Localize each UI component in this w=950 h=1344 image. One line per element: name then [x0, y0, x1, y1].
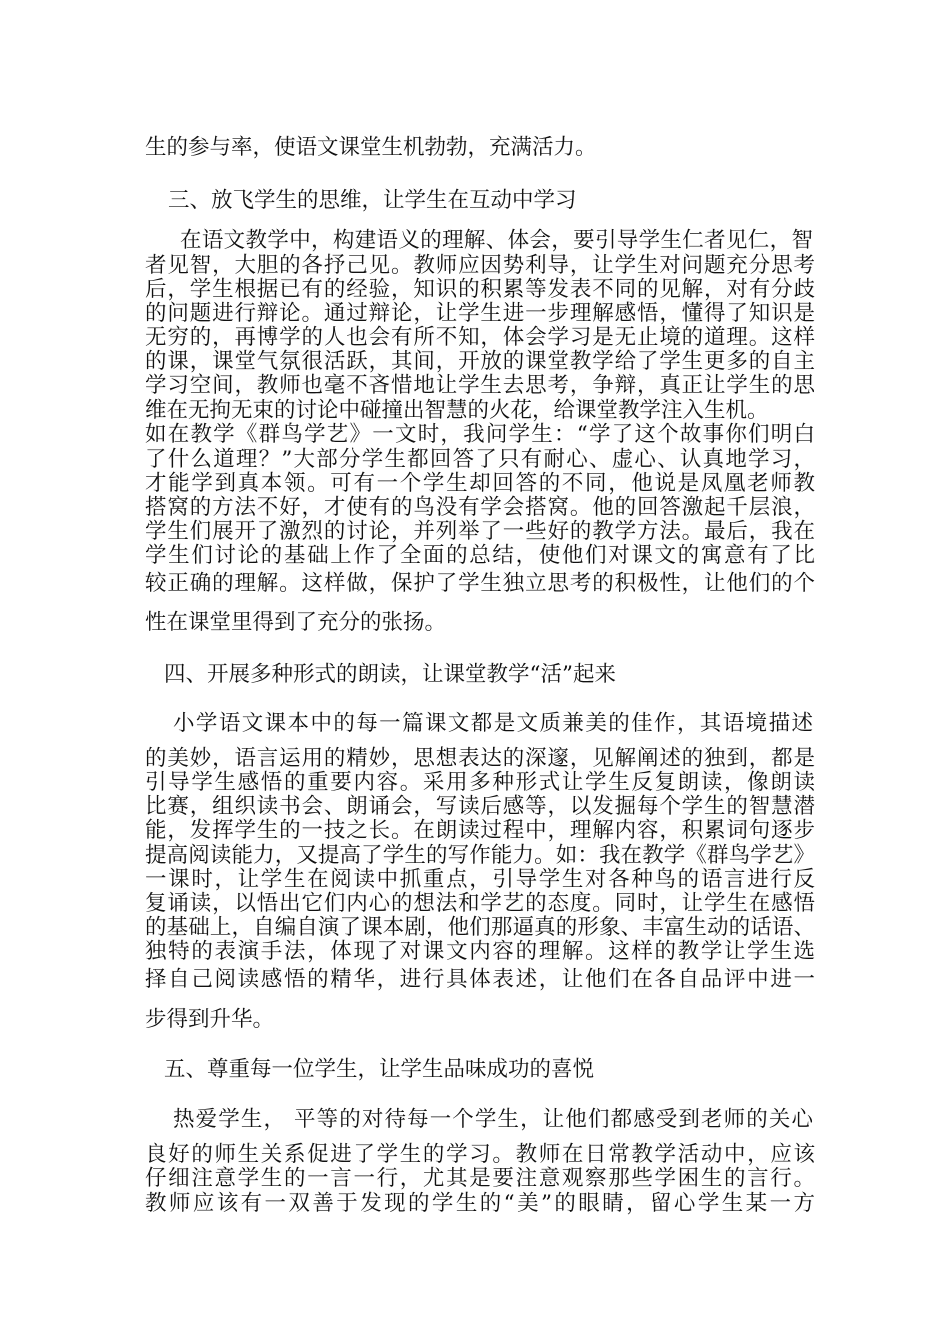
paragraph-line: 了什么道理？”大部分学生都回答了只有耐心、虚心、认真地学习，	[145, 447, 815, 472]
paragraph-line: 后，学生根据已有的经验，知识的积累等发表不同的见解，对有分歧	[145, 277, 815, 302]
paragraph-line: 一课时，让学生在阅读中抓重点，引导学生对各种鸟的语言进行反	[145, 867, 815, 892]
paragraph-line: 在语文教学中，构建语义的理解、体会，要引导学生仁者见仁，智	[180, 228, 813, 253]
paragraph-line: 复诵读，以悟出它们内心的想法和学艺的态度。同时，让学生在感悟	[145, 891, 815, 916]
paragraph-line: 热爱学生， 平等的对待每一个学生，让他们都感受到老师的关心	[173, 1107, 813, 1132]
section-heading: 四、开展多种形式的朗读，让课堂教学“活”起来	[164, 662, 616, 687]
paragraph-line: 仔细注意学生的一言一行，尤其是要注意观察那些学困生的言行。	[145, 1166, 815, 1191]
paragraph-line: 学习空间，教师也毫不吝惜地让学生去思考，争辩，真正让学生的思	[145, 373, 815, 398]
paragraph-line: 无穷的，再博学的人也会有所不知，体会学习是无止境的道理。这样	[145, 325, 815, 350]
paragraph-line: 能，发挥学生的一技之长。在朗读过程中，理解内容，积累词句逐步	[145, 818, 815, 843]
paragraph-line: 较正确的理解。这样做，保护了学生独立思考的积极性，让他们的个	[145, 571, 815, 596]
body-line: 生的参与率，使语文课堂生机勃勃，充满活力。	[145, 135, 597, 160]
section-heading: 三、放飞学生的思维，让学生在互动中学习	[168, 188, 577, 213]
paragraph-line: 小学语文课本中的每一篇课文都是文质兼美的佳作，其语境描述	[173, 711, 813, 736]
paragraph-line: 独特的表演手法，体现了对课文内容的理解。这样的教学让学生选	[145, 939, 815, 964]
paragraph-line: 搭窝的方法不好，才使有的鸟没有学会搭窝。他的回答激起千层浪，	[145, 495, 815, 520]
paragraph-line: 择自己阅读感悟的精华，进行具体表述，让他们在各自品评中进一	[145, 967, 815, 992]
paragraph-line: 引导学生感悟的重要内容。采用多种形式让学生反复朗读，像朗读	[145, 770, 815, 795]
paragraph-line: 比赛，组织读书会、朗诵会，写读后感等，以发掘每个学生的智慧潜	[145, 794, 815, 819]
paragraph-line: 者见智，大胆的各抒己见。教师应因势利导，让学生对问题充分思考	[145, 253, 815, 278]
paragraph-line: 学生们讨论的基础上作了全面的总结，使他们对课文的寓意有了比	[145, 543, 815, 568]
paragraph-line: 良好的师生关系促进了学生的学习。教师在日常教学活动中，应该	[145, 1142, 815, 1167]
paragraph-line: 的基础上，自编自演了课本剧，他们那逼真的形象、丰富生动的话语、	[145, 915, 815, 940]
paragraph-line: 步得到升华。	[145, 1007, 275, 1032]
paragraph-line: 学生们展开了激烈的讨论，并列举了一些好的教学方法。最后，我在	[145, 519, 815, 544]
paragraph-line: 如在教学《群鸟学艺》一文时，我问学生：“学了这个故事你们明白	[145, 422, 815, 447]
paragraph-line: 维在无拘无束的讨论中碰撞出智慧的火花，给课堂教学注入生机。	[145, 398, 769, 423]
paragraph-line: 的美妙，语言运用的精妙，思想表达的深邃，见解阐述的独到，都是	[145, 746, 815, 771]
paragraph-line: 才能学到真本领。可有一个学生却回答的不同，他说是凤凰老师教	[145, 471, 815, 496]
paragraph-line: 教师应该有一双善于发现的学生的“美”的眼睛，留心学生某一方	[145, 1191, 815, 1216]
section-heading: 五、尊重每一位学生，让学生品味成功的喜悦	[164, 1057, 595, 1082]
paragraph-line: 的问题进行辩论。通过辩论，让学生进一步理解感悟，懂得了知识是	[145, 301, 815, 326]
paragraph-line: 的课，课堂气氛很活跃，其间，开放的课堂教学给了学生更多的自主	[145, 349, 815, 374]
paragraph-line: 提高阅读能力，又提高了学生的写作能力。如：我在教学《群鸟学艺》	[145, 843, 815, 868]
paragraph-line: 性在课堂里得到了充分的张扬。	[145, 610, 447, 635]
